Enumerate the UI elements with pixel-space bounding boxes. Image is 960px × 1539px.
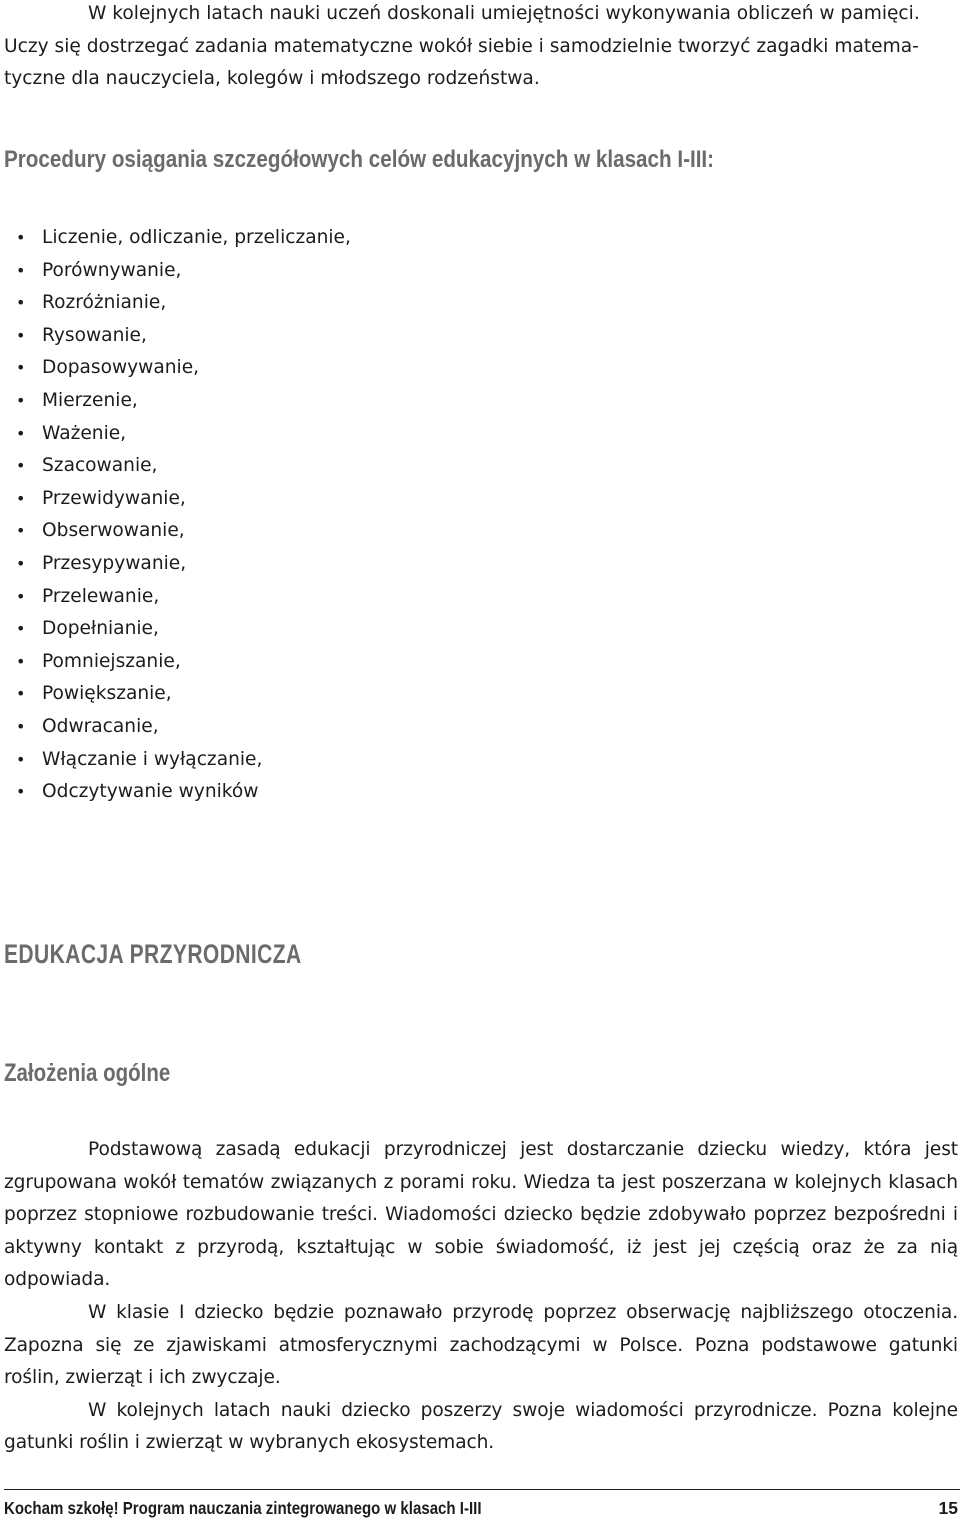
list-item: • Ważenie, [0, 418, 351, 451]
list-item: • Rozróżnianie, [0, 287, 351, 320]
bullet-icon: • [16, 651, 26, 671]
page-number: 15 [938, 1498, 958, 1518]
list-item: • Odwracanie, [0, 711, 351, 744]
list-item: • Dopasowywanie, [0, 352, 351, 385]
bullet-icon: • [16, 586, 26, 606]
procedures-heading: Procedury osiągania szczegółowych celów edukacyjnych w klasach I-III: [4, 146, 715, 173]
bullet-icon: • [16, 684, 26, 704]
intro-line: tyczne dla nauczyciela, kolegów i młodszego rodzeństwa. [4, 68, 540, 90]
intro-line: W kolejnych latach nauki uczeń doskonali umiejętności wykonywania obliczeń w pamięci. [88, 3, 920, 24]
bullet-icon: • [16, 782, 26, 802]
procedures-list [0, 222, 351, 809]
bullet-icon: • [16, 456, 26, 476]
list-item: • Włączanie i wyłączanie, [0, 744, 351, 777]
bullet-icon: • [16, 325, 26, 345]
list-item: • Rysowanie, [0, 320, 351, 353]
bullet-icon: • [16, 293, 26, 313]
list-item: • Pomniejszanie, [0, 646, 351, 679]
list-item: • Liczenie, odliczanie, przeliczanie, [0, 222, 351, 255]
list-item: • Porównywanie, [0, 255, 351, 288]
bullet-icon: • [16, 390, 26, 410]
bullet-icon: • [16, 619, 26, 639]
list-item: • Odczytywanie wyników [0, 776, 351, 809]
bullet-icon: • [16, 260, 26, 280]
section-title: EDUKACJA PRZYRODNICZA [4, 939, 302, 969]
list-item: • Przelewanie, [0, 581, 351, 614]
intro-paragraph [4, 0, 958, 96]
section-subtitle: Założenia ogólne [4, 1059, 171, 1087]
list-item: • Dopełnianie, [0, 613, 351, 646]
bullet-icon: • [16, 521, 26, 541]
list-item: • Przewidywanie, [0, 483, 351, 516]
footer-divider [4, 1489, 960, 1490]
list-item: • Mierzenie, [0, 385, 351, 418]
bullet-icon: • [16, 228, 26, 247]
bullet-icon: • [16, 423, 26, 443]
bullet-icon: • [16, 488, 26, 508]
bullet-icon: • [16, 358, 26, 378]
list-item: • Powiększanie, [0, 678, 351, 711]
bullet-icon: • [16, 749, 26, 769]
list-item: • Obserwowanie, [0, 515, 351, 548]
bullet-icon: • [16, 553, 26, 573]
list-item: • Szacowanie, [0, 450, 351, 483]
footer-title: Kocham szkołę! Program nauczania zintegrowanego w klasach I-III [4, 1498, 482, 1518]
list-item: • Przesypywanie, [0, 548, 351, 581]
body-paragraph: Podstawową zasadą edukacji przyrodniczej jest dostarczanie dziecku wiedzy, która jest zgrupowana wokół tematów związanych z porami roku. Wiedza ta jest poszerzana w kolejnych klasach poprzez stopniowe rozbudowanie treści. Wiadomości dziecko będzie zdobywało poprzez bezpośredni i aktywny kontakt z przyrodą, kształtując w sobie świadomość, iż jest jej częścią oraz że za nią odpowiada. [4, 1139, 958, 1291]
body-paragraph: W kolejnych latach nauki dziecko poszerzy swoje wiadomości przyrodnicze. Pozna kolejne gatunki roślin i zwierząt w wybranych ekosystemach. [4, 1399, 958, 1454]
body-paragraph: W klasie I dziecko będzie poznawało przyrodę poprzez obserwację najbliższego otoczenia. Zapozna się ze zjawiskami atmosferycznymi zachodzącymi w Polsce. Pozna podstawowe gatunki roślin, zwierząt i ich zwyczaje. [4, 1301, 958, 1389]
section-body [4, 1134, 958, 1460]
intro-line: Uczy się dostrzegać zadania matematyczne wokół siebie i samodzielnie tworzyć zagadki matema- [4, 35, 919, 57]
bullet-icon: • [16, 716, 26, 736]
